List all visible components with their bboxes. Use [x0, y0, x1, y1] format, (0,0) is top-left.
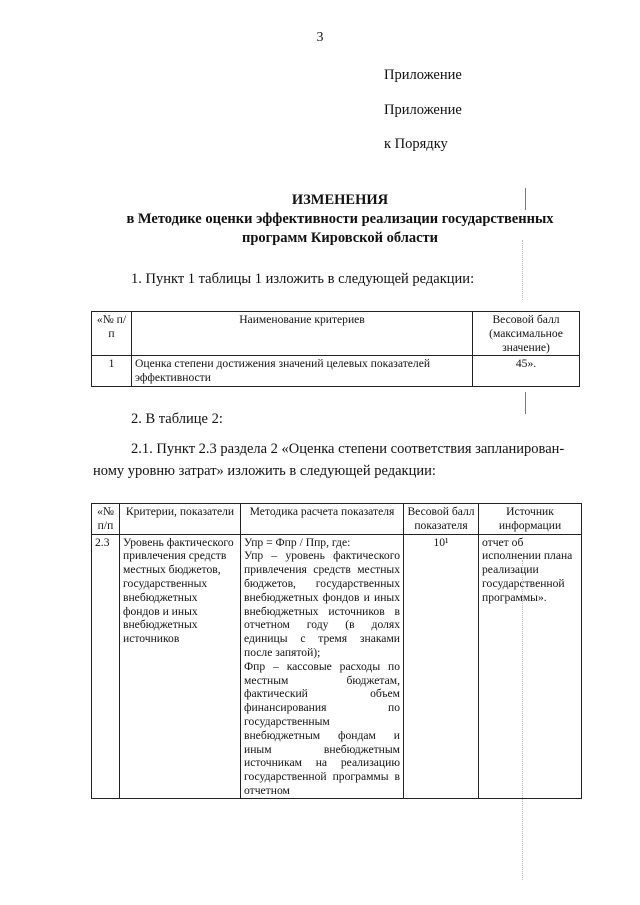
table-2-header-source: Источник информации [479, 504, 582, 535]
table-2-cell-method [241, 534, 404, 798]
method-u-definition: Упр – уровень фактического привлечения средств местных бюджетов, государственных внебюджетных фондов и иных внебюджетных источников в отчетном году (в долях единицы с тремя знаками после запятой); [244, 549, 400, 659]
table-2-cell-num: 2.3 [92, 534, 120, 798]
item-1-text: 1. Пункт 1 таблицы 1 изложить в следующей редакции: [131, 271, 475, 287]
table-row [92, 534, 582, 798]
table-2 [91, 503, 582, 799]
table-1-cell-num: 1 [92, 356, 132, 387]
document-title: ИЗМЕНЕНИЯ [291, 192, 389, 208]
scan-dotline [522, 560, 523, 880]
page-number: 3 [316, 30, 324, 45]
table-2-header-num: «№ п/п [92, 504, 120, 535]
table-1-cell-score: 45». [473, 356, 580, 387]
scan-mark [525, 392, 526, 414]
document-subtitle-line-2: программ Кировской области [241, 230, 439, 246]
item-2-1-line-2: ному уровню затрат» изложить в следующей редакции: [93, 463, 436, 479]
table-2-header-method: Методика расчета показателя [241, 504, 404, 535]
appendix-line-3: к Порядку [384, 136, 448, 152]
appendix-line-2: Приложение [384, 102, 462, 118]
table-1-cell-name: Оценка степени достижения значений целевых показателей эффективности [132, 356, 473, 387]
table-2-cell-criteria: Уровень фактического привлечения средств местных бюджетов, государственных внебюджетных фондов и иных внебюджетных источников [120, 534, 241, 798]
table-1-header-name: Наименование критериев [132, 312, 473, 356]
scan-dotline [522, 240, 523, 300]
table-row [92, 356, 580, 387]
appendix-line-1: Приложение [384, 67, 462, 83]
table-1 [91, 311, 580, 387]
document-subtitle-line-1: в Методике оценки эффективности реализации государственных [126, 211, 554, 227]
item-2-text: 2. В таблице 2: [131, 411, 223, 427]
table-2-header-row [92, 504, 582, 535]
table-2-cell-score: 10¹ [404, 534, 479, 798]
table-2-cell-source: отчет об исполнении плана реализации государственной программы». [479, 534, 582, 798]
scan-mark [525, 188, 526, 210]
table-1-header-num: «№ п/п [92, 312, 132, 356]
method-formula: Упр = Фпр / Ппр, где: [244, 535, 351, 549]
table-1-header-row [92, 312, 580, 356]
method-f-definition: Фпр – кассовые расходы по местным бюджетам, фактический объем финансирования по государственным внебюджетным фондам и иным внебюджетным источникам на реализацию государственной программы в отчетном [244, 659, 400, 797]
item-2-1-line-1: 2.1. Пункт 2.3 раздела 2 «Оценка степени соответствия запланирован- [131, 441, 565, 457]
table-2-header-score: Весовой балл показателя [404, 504, 479, 535]
table-1-header-score: Весовой балл (максимальное значение) [473, 312, 580, 356]
table-2-header-criteria: Критерии, показатели [120, 504, 241, 535]
